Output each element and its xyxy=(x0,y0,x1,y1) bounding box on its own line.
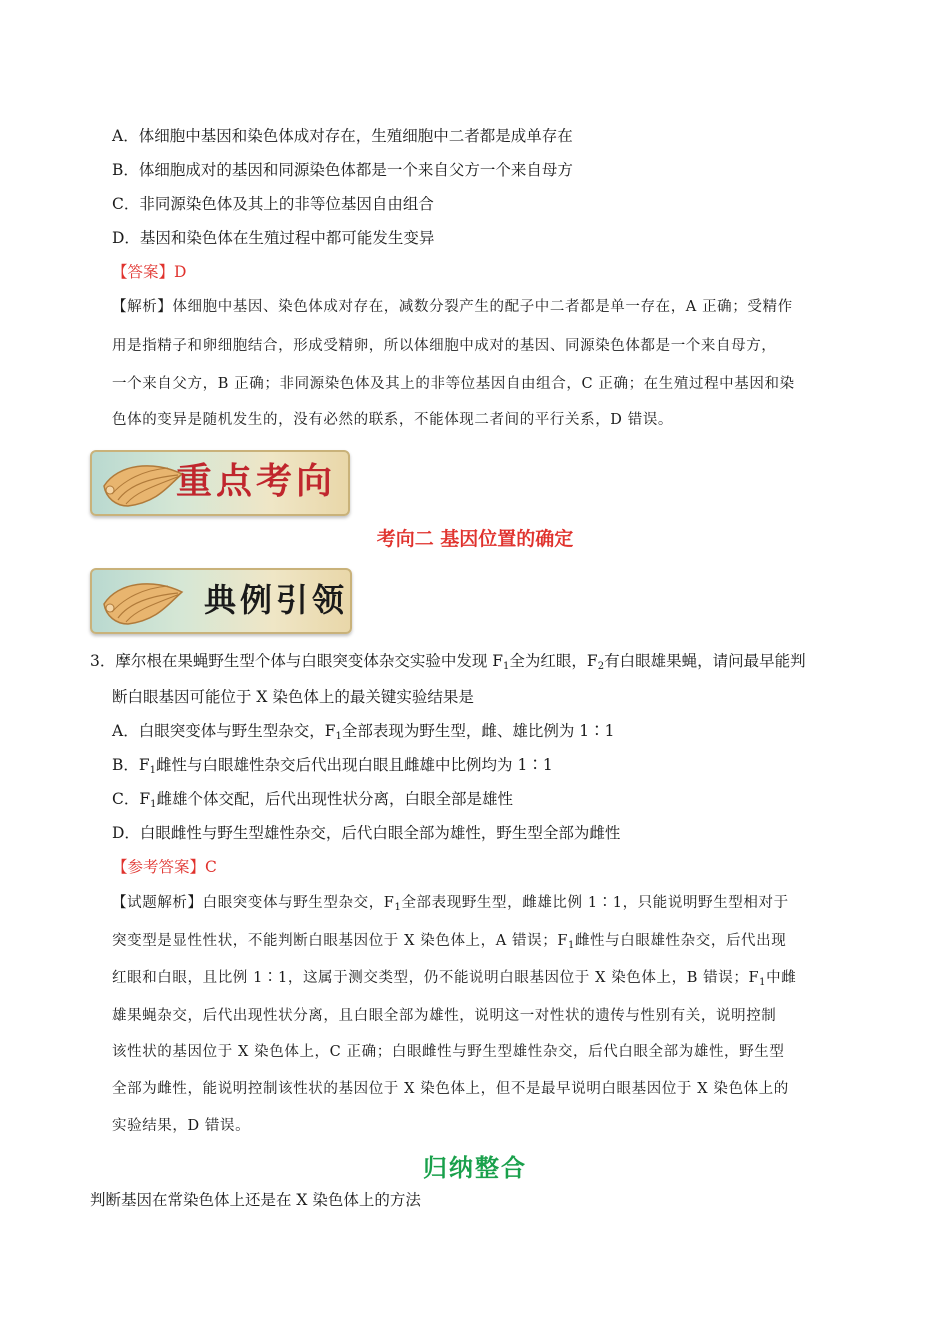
text: B．F xyxy=(112,756,150,774)
q3-option-c xyxy=(112,788,513,816)
q2-option-c: C．非同源染色体及其上的非等位基因自由组合 xyxy=(112,195,434,213)
q3-explanation-line-6: 全部为雌性，能说明控制该性状的基因位于 X 染色体上，但不是最早说明白眼基因位于 X 染色体上的 xyxy=(112,1081,789,1097)
q2-explanation-line-2: 用是指精子和卵细胞结合，形成受精卵，所以体细胞中成对的基因、同源染色体都是一个来自母方， xyxy=(112,338,777,354)
text: A．白眼突变体与野生型杂交，F xyxy=(112,722,336,740)
key-topic-banner xyxy=(90,450,350,516)
q3-stem-line-1 xyxy=(90,650,806,678)
q3-explanation-line-4: 雄果蝇杂交，后代出现性状分离，且白眼全部为雄性，说明这一对性状的遗传与性别有关，说明控制 xyxy=(112,1008,777,1024)
text: 全部表现为野生型，雌、雄比例为 1∶1 xyxy=(341,722,615,740)
text: C．F xyxy=(112,790,151,808)
subscript: 1 xyxy=(149,765,157,776)
text: 中雌 xyxy=(766,970,797,986)
answer-value: C xyxy=(205,858,217,876)
subscript: 2 xyxy=(597,661,605,672)
answer-label: 【答案】 xyxy=(112,263,175,281)
q2-explanation-line-1: 【解析】体细胞中基因、染色体成对存在，减数分裂产生的配子中二者都是单一存在，A 正确；受精作 xyxy=(112,299,793,315)
q3-option-a xyxy=(112,720,614,748)
shell-icon xyxy=(98,456,188,512)
q2-answer xyxy=(112,261,186,283)
q2-option-b: B．体细胞成对的基因和同源染色体都是一个来自父方一个来自母方 xyxy=(112,161,573,179)
text: 红眼和白眼，且比例 1∶1，这属于测交类型，仍不能说明白眼基因位于 X 染色体上，B 错误；F xyxy=(112,970,760,986)
banner-title: 重点考向 xyxy=(176,461,337,502)
shell-icon xyxy=(98,574,188,630)
subscript: 1 xyxy=(759,977,767,988)
q3-explanation-line-7: 实验结果，D 错误。 xyxy=(112,1118,251,1134)
subscript: 1 xyxy=(503,661,510,672)
q3-explanation-line-3 xyxy=(112,967,796,994)
subscript: 1 xyxy=(150,799,157,810)
summary-title: 归纳整合 xyxy=(423,1154,527,1182)
q3-explanation-line-5: 该性状的基因位于 X 染色体上，C 正确；白眼雌性与野生型雄性杂交，后代白眼全部为雄性，野生型 xyxy=(112,1044,785,1060)
answer-value: D xyxy=(174,263,187,281)
subscript: 1 xyxy=(394,902,402,913)
q3-option-b xyxy=(112,754,553,782)
text: 全部表现野生型，雌雄比例 1∶1，只能说明野生型相对于 xyxy=(401,895,789,911)
text: 雌性与白眼雄性杂交后代出现白眼且雌雄中比例均为 1∶1 xyxy=(156,756,553,774)
subscript: 1 xyxy=(567,940,575,951)
q2-explanation-line-4: 色体的变异是随机发生的，没有必然的联系，不能体现二者间的平行关系，D 错误。 xyxy=(112,412,674,428)
q2-option-d: D．基因和染色体在生殖过程中都可能发生变异 xyxy=(112,229,435,247)
text: 有白眼雄果蝇，请问最早能判 xyxy=(604,652,806,670)
q3-answer xyxy=(112,856,217,878)
q3-option-d: D．白眼雌性与野生型雄性杂交，后代白眼全部为雄性，野生型全部为雌性 xyxy=(112,824,621,842)
section-title: 考向二 基因位置的确定 xyxy=(376,528,574,550)
banner-title: 典例引领 xyxy=(204,581,349,619)
q3-explanation-line-1 xyxy=(112,892,789,919)
text: 雌性与白眼雄性杂交，后代出现 xyxy=(574,933,787,949)
text: 全为红眼，F xyxy=(509,652,598,670)
q2-explanation-line-3: 一个来自父方，B 正确；非同源染色体及其上的非等位基因自由组合，C 正确；在生殖过程中基因和染 xyxy=(112,376,795,392)
text: 【试题解析】白眼突变体与野生型杂交，F xyxy=(112,895,395,911)
subscript: 1 xyxy=(335,731,342,742)
q3-explanation-line-2 xyxy=(112,930,786,957)
example-banner xyxy=(90,568,352,634)
answer-label: 【参考答案】 xyxy=(112,858,206,876)
q2-option-a: A．体细胞中基因和染色体成对存在，生殖细胞中二者都是成单存在 xyxy=(112,127,573,145)
text: 3．摩尔根在果蝇野生型个体与白眼突变体杂交实验中发现 F xyxy=(90,652,504,670)
q3-stem-line-2: 断白眼基因可能位于 X 染色体上的最关键实验结果是 xyxy=(112,688,474,706)
text: 雌雄个体交配，后代出现性状分离，白眼全部是雄性 xyxy=(156,790,514,808)
text: 突变型是显性性状，不能判断白眼基因位于 X 染色体上，A 错误；F xyxy=(112,933,568,949)
summary-text: 判断基因在常染色体上还是在 X 染色体上的方法 xyxy=(90,1191,421,1209)
